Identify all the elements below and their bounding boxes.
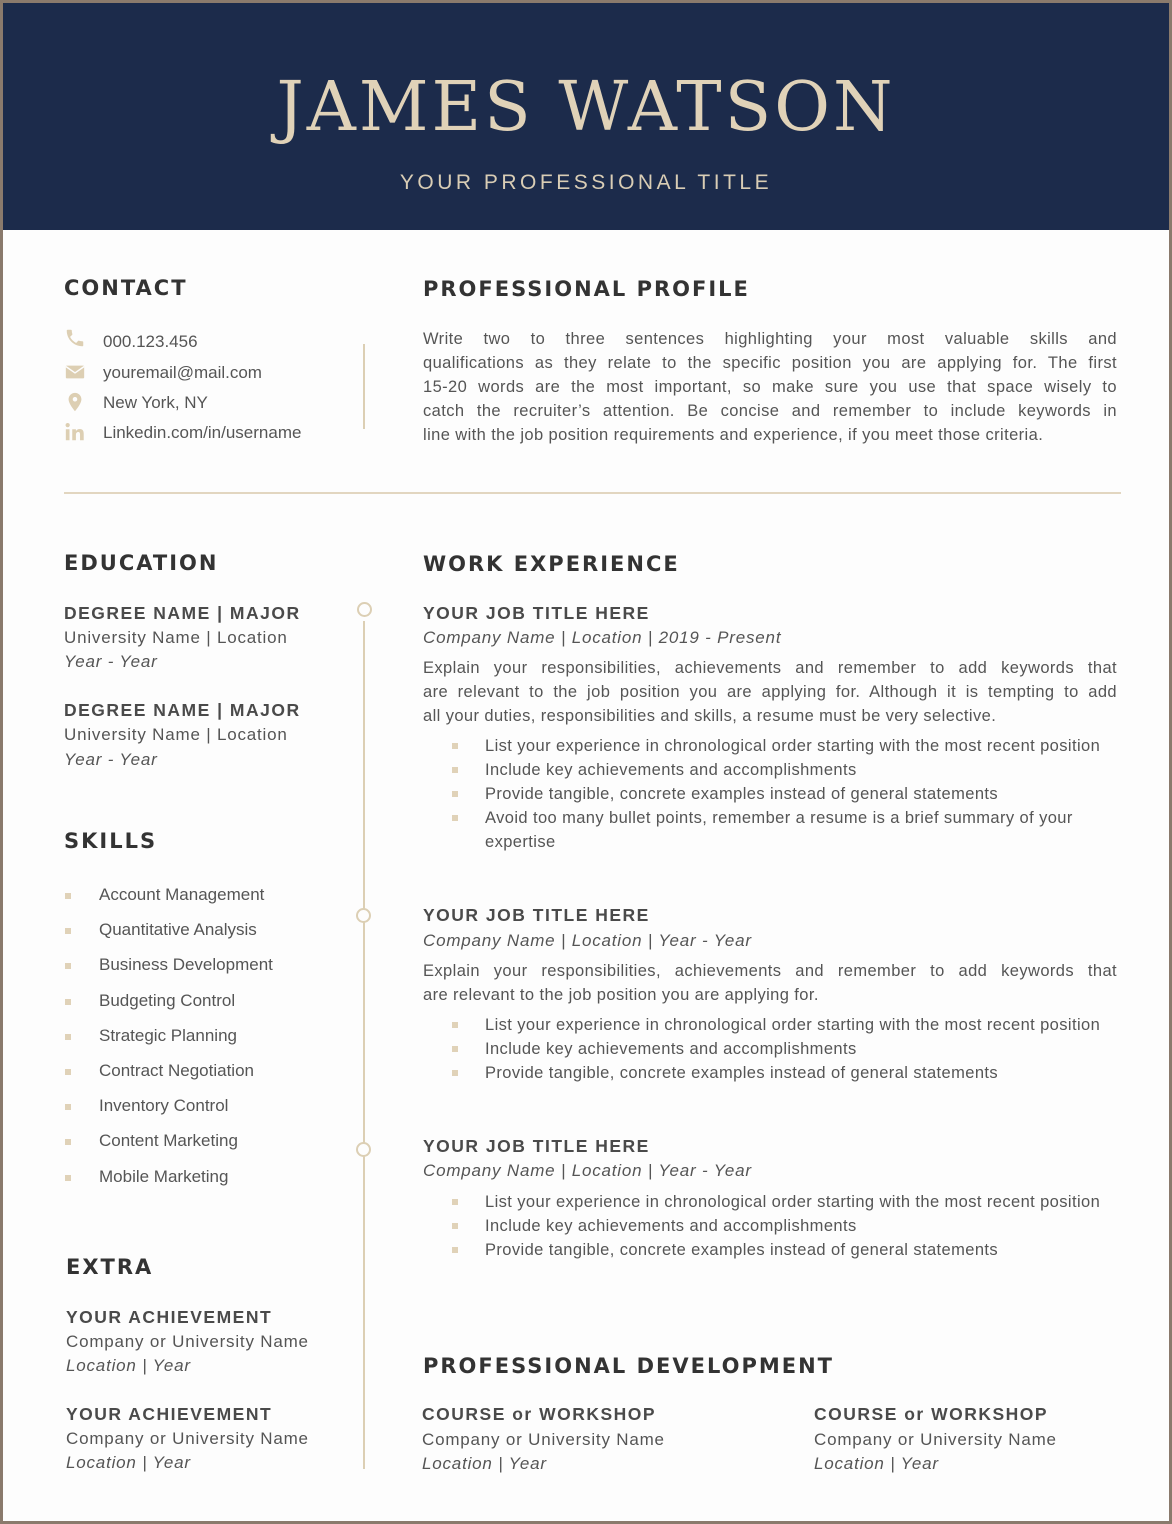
- header-banner: [3, 3, 1169, 230]
- job-bullet: Provide tangible, concrete examples instead of general statements: [423, 782, 1117, 806]
- course-meta: Location | Year: [814, 1454, 939, 1473]
- job-bullet: Provide tangible, concrete examples instead of general statements: [423, 1238, 1117, 1262]
- timeline-line: [363, 621, 365, 1469]
- job-meta: Company Name | Location | 2019 - Present: [423, 628, 782, 647]
- education-years: Year - Year: [64, 652, 158, 671]
- work-heading: WORK EXPERIENCE: [423, 552, 680, 576]
- achievement-meta: Location | Year: [66, 1356, 191, 1375]
- job-bullets: [423, 1013, 1117, 1085]
- extra-heading: EXTRA: [66, 1255, 154, 1279]
- education-school: University Name | Location: [64, 725, 288, 744]
- timeline-dot: [357, 602, 372, 617]
- job-description-line: all your duties, responsibilities and skills, a resume must be very selective.: [423, 707, 997, 725]
- skill-item: Budgeting Control: [64, 989, 273, 1024]
- profile-line: catch the recruiter’s attention. Be concise and remember to include keywords in: [423, 402, 1117, 420]
- skill-item: Quantitative Analysis: [64, 918, 273, 953]
- education-degree: DEGREE NAME | MAJOR: [64, 603, 301, 623]
- contact-location: New York, NY: [103, 393, 208, 412]
- job-bullets: [423, 1190, 1117, 1262]
- section-divider: [64, 492, 1121, 494]
- achievement-org: Company or University Name: [66, 1332, 309, 1351]
- job-bullet: Avoid too many bullet points, remember a resume is a brief summary of your expertise: [423, 806, 1117, 854]
- job-bullets: [423, 734, 1117, 854]
- job-description-line: Explain your responsibilities, achievements and remember to add keywords that: [423, 659, 1117, 677]
- candidate-name: JAMES WATSON: [276, 68, 896, 147]
- timeline-dot: [356, 908, 371, 923]
- skill-item: Strategic Planning: [64, 1024, 273, 1059]
- skill-item: Mobile Marketing: [64, 1165, 273, 1200]
- job-description-line: are relevant to the job position you are applying for.: [423, 986, 819, 1004]
- job-title: YOUR JOB TITLE HERE: [423, 603, 650, 623]
- profile-line: 15-20 words are the most important, so make sure you use that space wisely to: [423, 378, 1117, 396]
- job-bullet: List your experience in chronological order starting with the most recent position: [423, 1190, 1117, 1214]
- contact-email: youremail@mail.com: [103, 363, 262, 382]
- education-years: Year - Year: [64, 750, 158, 769]
- phone-icon: [64, 327, 86, 349]
- skill-item: Content Marketing: [64, 1129, 273, 1164]
- profile-line: qualifications as they relate to the specific position you are applying for. The first: [423, 354, 1117, 372]
- education-heading: EDUCATION: [64, 551, 219, 575]
- job-bullet: Provide tangible, concrete examples instead of general statements: [423, 1061, 1117, 1085]
- skill-item: Contract Negotiation: [64, 1059, 273, 1094]
- skill-item: Business Development: [64, 953, 273, 988]
- job-title: YOUR JOB TITLE HERE: [423, 905, 650, 925]
- skill-item: Inventory Control: [64, 1094, 273, 1129]
- mail-icon: [64, 361, 86, 383]
- linkedin-icon: [64, 421, 86, 443]
- job-bullet: List your experience in chronological order starting with the most recent position: [423, 734, 1117, 758]
- professional-title: YOUR PROFESSIONAL TITLE: [399, 171, 773, 194]
- skills-list: [64, 883, 273, 1200]
- job-description-line: are relevant to the job position you are applying for. Although it is tempting to add: [423, 683, 1117, 701]
- contact-heading: CONTACT: [64, 276, 188, 300]
- skills-heading: SKILLS: [64, 829, 158, 853]
- course-org: Company or University Name: [814, 1430, 1057, 1449]
- resume-page: [3, 3, 1169, 1521]
- skill-item: Account Management: [64, 883, 273, 918]
- education-school: University Name | Location: [64, 628, 288, 647]
- achievement-title: YOUR ACHIEVEMENT: [66, 1404, 273, 1424]
- job-meta: Company Name | Location | Year - Year: [423, 931, 752, 950]
- development-heading: PROFESSIONAL DEVELOPMENT: [423, 1354, 834, 1378]
- contact-linkedin: Linkedin.com/in/username: [103, 423, 302, 442]
- contact-phone: 000.123.456: [103, 332, 198, 351]
- achievement-meta: Location | Year: [66, 1453, 191, 1472]
- achievement-title: YOUR ACHIEVEMENT: [66, 1307, 273, 1327]
- course-title: COURSE or WORKSHOP: [422, 1404, 657, 1424]
- job-bullet: Include key achievements and accomplishments: [423, 1037, 1117, 1061]
- profile-line: Write two to three sentences highlighting your most valuable skills and: [423, 330, 1117, 348]
- achievement-org: Company or University Name: [66, 1429, 309, 1448]
- job-bullet: Include key achievements and accomplishments: [423, 758, 1117, 782]
- job-title: YOUR JOB TITLE HERE: [423, 1136, 650, 1156]
- course-org: Company or University Name: [422, 1430, 665, 1449]
- profile-heading: PROFESSIONAL PROFILE: [423, 277, 750, 301]
- job-meta: Company Name | Location | Year - Year: [423, 1161, 752, 1180]
- education-degree: DEGREE NAME | MAJOR: [64, 700, 301, 720]
- job-description-line: Explain your responsibilities, achievements and remember to add keywords that: [423, 962, 1117, 980]
- job-bullet: Include key achievements and accomplishments: [423, 1214, 1117, 1238]
- course-title: COURSE or WORKSHOP: [814, 1404, 1049, 1424]
- profile-line: line with the job position requirements and experience, if you meet those criteria.: [423, 426, 1044, 444]
- course-meta: Location | Year: [422, 1454, 547, 1473]
- location-icon: [64, 391, 86, 413]
- job-bullet: List your experience in chronological order starting with the most recent position: [423, 1013, 1117, 1037]
- timeline-dot: [356, 1142, 371, 1157]
- contact-divider: [363, 344, 365, 429]
